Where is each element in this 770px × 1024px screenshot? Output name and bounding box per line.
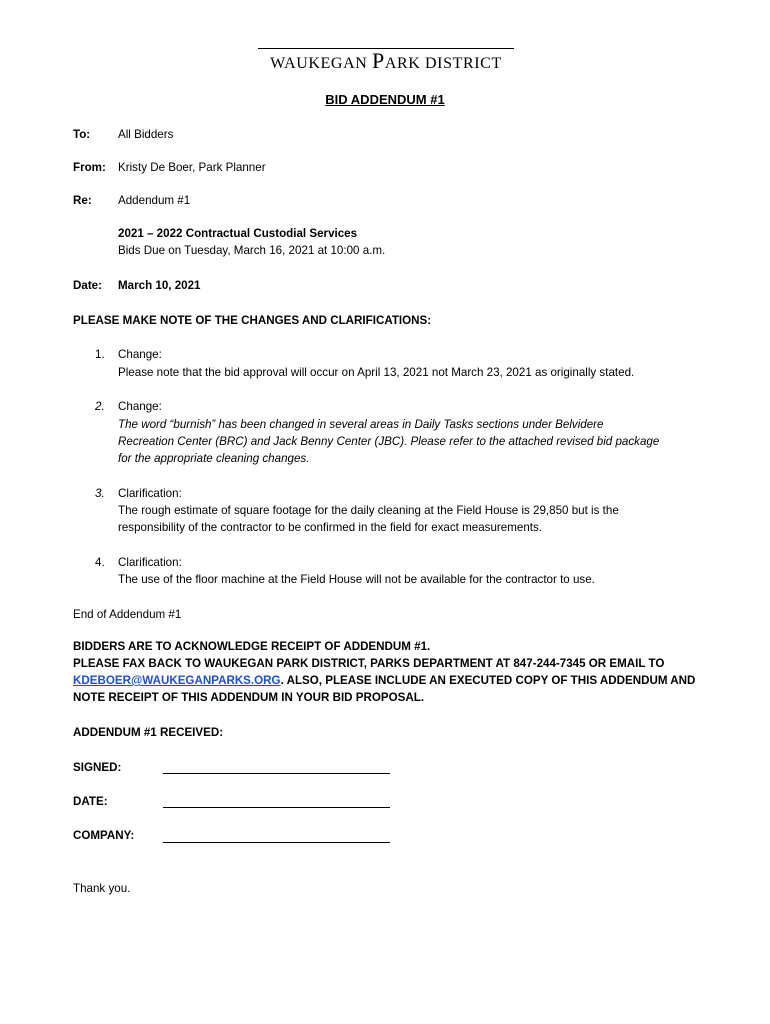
closing-text: Thank you. <box>73 882 131 895</box>
date-field[interactable] <box>163 807 390 808</box>
acknowledge-line: BIDDERS ARE TO ACKNOWLEDGE RECEIPT OF ADDENDUM #1. <box>73 640 431 653</box>
signed-field[interactable] <box>163 773 390 774</box>
bids-due: Bids Due on Tuesday, March 16, 2021 at 10:00 a.m. <box>118 244 386 257</box>
re-value: Addendum #1 <box>118 194 191 207</box>
from-label: From: <box>73 161 106 174</box>
from-value: Kristy De Boer, Park Planner <box>118 161 266 174</box>
item-number: 1. <box>95 348 105 361</box>
item-heading: Change: <box>118 400 162 413</box>
item-line: for the appropriate cleaning changes. <box>118 452 310 465</box>
item-number: 4. <box>95 556 105 569</box>
fax-instructions: PLEASE FAX BACK TO WAUKEGAN PARK DISTRICT, PARKS DEPARTMENT AT 847-244-7345 OR EMAIL TO <box>73 657 665 670</box>
company-field[interactable] <box>163 842 390 843</box>
item-line: responsibility of the contractor to be confirmed in the field for exact measurements. <box>118 521 543 534</box>
proposal-note: NOTE RECEIPT OF THIS ADDENDUM IN YOUR BID PROPOSAL. <box>73 691 425 704</box>
end-of-addendum: End of Addendum #1 <box>73 608 182 621</box>
item-heading: Change: <box>118 348 162 361</box>
to-value: All Bidders <box>118 128 174 141</box>
item-line: Please note that the bid approval will occur on April 13, 2021 not March 23, 2021 as originally stated. <box>118 366 635 379</box>
date-value: March 10, 2021 <box>118 279 201 292</box>
document-title: BID ADDENDUM #1 <box>325 92 445 107</box>
project-title: 2021 – 2022 Contractual Custodial Services <box>118 227 358 240</box>
date-label: Date: <box>73 279 102 292</box>
to-label: To: <box>73 128 91 141</box>
email-line <box>73 674 695 688</box>
email-link[interactable]: KDEBOER@WAUKEGANPARKS.ORG <box>73 674 281 687</box>
received-heading: ADDENDUM #1 RECEIVED: <box>73 726 224 739</box>
item-line: Recreation Center (BRC) and Jack Benny Center (JBC). Please refer to the attached revised bid package <box>118 435 660 448</box>
changes-notice: PLEASE MAKE NOTE OF THE CHANGES AND CLARIFICATIONS: <box>73 314 432 327</box>
re-label: Re: <box>73 194 92 207</box>
company-label: COMPANY: <box>73 829 135 842</box>
email-line-rest: . ALSO, PLEASE INCLUDE AN EXECUTED COPY OF THIS ADDENDUM AND <box>280 674 696 687</box>
item-line: The word “burnish” has been changed in several areas in Daily Tasks sections under Belvidere <box>118 418 604 431</box>
item-line: The use of the floor machine at the Field House will not be available for the contractor to use. <box>118 573 595 586</box>
logo-wordmark: WAUKEGAN PARK DISTRICT <box>270 48 502 73</box>
waukegan-park-district-logo <box>258 44 514 72</box>
item-heading: Clarification: <box>118 487 182 500</box>
item-line: The rough estimate of square footage for the daily cleaning at the Field House is 29,850 but is the <box>118 504 619 517</box>
item-number: 3. <box>95 487 105 500</box>
item-number: 2. <box>95 400 105 413</box>
signed-label: SIGNED: <box>73 761 122 774</box>
logo-top-rule <box>258 48 514 49</box>
item-heading: Clarification: <box>118 556 182 569</box>
date-field-label: DATE: <box>73 795 108 808</box>
